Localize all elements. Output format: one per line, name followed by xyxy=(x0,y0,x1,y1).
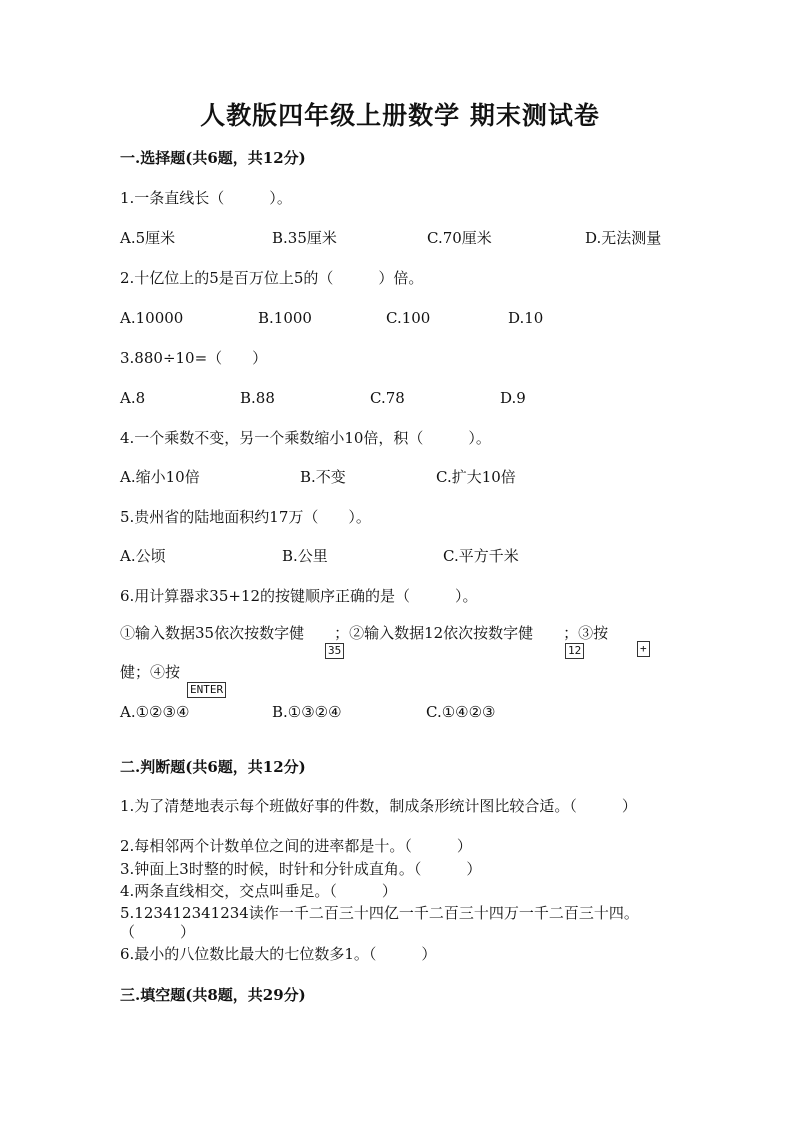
question-2-option-d: D.10 xyxy=(508,309,544,327)
page-title: 人教版四年级上册数学 期末测试卷 xyxy=(200,101,600,130)
question-6-option-b: B.①③②④ xyxy=(272,703,342,721)
question-1-option-c: C.70厘米 xyxy=(427,229,492,247)
question-2-option-c: C.100 xyxy=(386,309,431,327)
judge-item: 1.为了清楚地表示每个班做好事的件数，制成条形统计图比较合适。（ ） xyxy=(120,797,637,815)
question-3-option-a: A.8 xyxy=(120,389,146,407)
question-4-stem: 4.一个乘数不变，另一个乘数缩小10倍，积（ ）。 xyxy=(120,429,491,447)
question-1-option-d: D.无法测量 xyxy=(585,229,662,247)
question-4-option-b: B.不变 xyxy=(300,468,346,486)
question-3-option-d: D.9 xyxy=(500,389,526,407)
section-heading-fill: 三.填空题(共8题，共29分) xyxy=(120,986,306,1004)
question-2-option-b: B.1000 xyxy=(258,309,312,327)
judge-item-answer: （ ） xyxy=(120,923,196,941)
judge-item: 5.123412341234读作一千二百三十四亿一千二百三十四万一千二百三十四。 xyxy=(120,904,639,922)
calculator-key-35: 35 xyxy=(325,643,344,659)
question-4-option-a: A.缩小10倍 xyxy=(120,468,200,486)
question-6-option-c: C.①④②③ xyxy=(426,703,496,721)
section-heading-judge: 二.判断题(共6题，共12分) xyxy=(120,758,306,776)
question-1-stem: 1.一条直线长（ ）。 xyxy=(120,189,292,207)
question-6-line-1: ①输入数据35依次按数字健 ；②输入数据12依次按数字健 ；③按 xyxy=(120,624,609,642)
calculator-key-enter: ENTER xyxy=(187,682,226,698)
question-3-option-b: B.88 xyxy=(240,389,275,407)
question-5-option-c: C.平方千米 xyxy=(443,547,519,565)
judge-item: 2.每相邻两个计数单位之间的进率都是十。（ ） xyxy=(120,837,472,855)
question-5-option-a: A.公顷 xyxy=(120,547,166,565)
question-6-option-a: A.①②③④ xyxy=(120,703,190,721)
question-6-line-2: 健；④按 xyxy=(120,663,181,681)
question-1-option-b: B.35厘米 xyxy=(272,229,337,247)
question-3-option-c: C.78 xyxy=(370,389,405,407)
question-5-stem: 5.贵州省的陆地面积约17万（ ）。 xyxy=(120,508,371,526)
question-5-option-b: B.公里 xyxy=(282,547,328,565)
question-2-stem: 2.十亿位上的5是百万位上5的（ ）倍。 xyxy=(120,269,424,287)
section-heading-choice: 一.选择题(共6题，共12分) xyxy=(120,149,306,167)
calculator-key-plus: + xyxy=(637,641,650,657)
question-3-stem: 3.880÷10=（ ） xyxy=(120,349,268,367)
question-4-option-c: C.扩大10倍 xyxy=(436,468,516,486)
question-2-option-a: A.10000 xyxy=(120,309,184,327)
judge-item: 4.两条直线相交，交点叫垂足。（ ） xyxy=(120,882,397,900)
calculator-key-12: 12 xyxy=(565,643,584,659)
judge-item: 3.钟面上3时整的时候，时针和分针成直角。（ ） xyxy=(120,860,482,878)
judge-item: 6.最小的八位数比最大的七位数多1。（ ） xyxy=(120,945,437,963)
question-6-stem: 6.用计算器求35+12的按键顺序正确的是（ ）。 xyxy=(120,587,478,605)
question-1-option-a: A.5厘米 xyxy=(120,229,176,247)
